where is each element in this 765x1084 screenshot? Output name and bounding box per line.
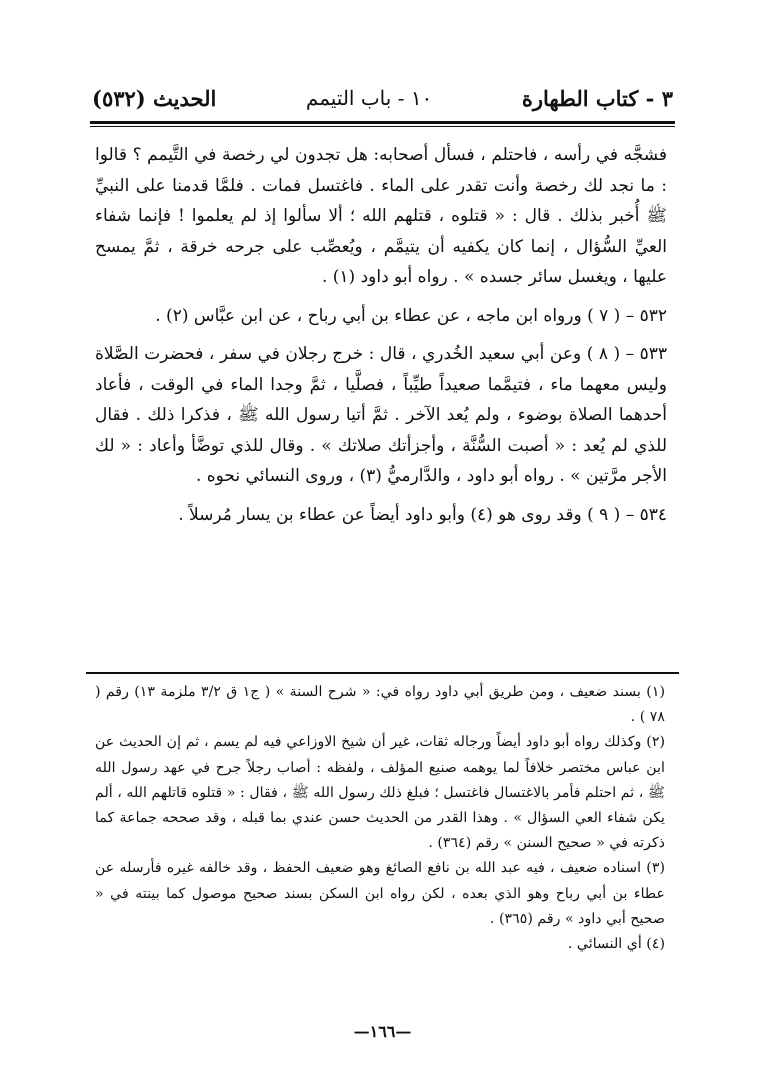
paragraph-1: فشجَّه في رأسه ، فاحتلم ، فسأل أصحابه: هل تجدون لي رخصة في التَّيمم ؟ قالوا : ما نجد لك رخصة وأنت تقدر على الماء . فاغتسل فمات . فلمَّا قدمنا على النبيِّ ﷺ أُخبر بذلك . قال : « قتلوه ، قتلهم الله ؛ ألا سألوا إذ لم يعلموا ! فإنما شفاء العيِّ السُّؤال ، إنما كان يكفيه أن يتيمَّم ، ويُعصِّب على جرحه خرقة ، ثمَّ يمسح عليها ، ويغسل سائر جسده » . رواه أبو داود (١) . (95, 145, 667, 287)
footnote-3: (٣) اسناده ضعيف ، فيه عبد الله بن نافع الصائغ وهو ضعيف الحفظ ، وقد خالفه غيره فأرسله عن عطاء بن أبي رباح وهو الذي بعده ، لكن رواه ابن السكن بسند صحيح موصول كما بينته في « صحيح أبي داود » رقم (٣٦٥) . (95, 860, 665, 927)
running-header (92, 78, 673, 118)
hadith-label: الحديث (٥٣٢) (92, 85, 217, 111)
footnotes (95, 680, 665, 957)
footnote-1: (١) بسند ضعيف ، ومن طريق أبي داود رواه في: « شرح السنة » ( ج١ ق ٣/٢ ملزمة ١٣) رقم ( ٧٨ ) . (95, 684, 665, 726)
footnote-2: (٢) وكذلك رواه أبو داود أيضاً ورجاله ثقات، غير أن شيخ الاوزاعي فيه لم يسم ، ثم إن الحديث عن ابن عباس مختصر خلافاً لما يوهمه صنيع المؤلف ، ولفظه : أصاب رجلاً جرح في عهد رسول الله ﷺ ، ثم احتلم فأمر بالاغتسال فاغتسل ؛ فبلغ ذلك رسول الله ﷺ ، فقال : « قتلوه قاتلهم الله ، ألم يكن شفاء العي السؤال » . وهذا القدر من الحديث حسن عندي بما قبله ، وقد صححه جماعة كما ذكرته في « صحيح السنن » رقم (٣٦٤) . (95, 734, 665, 852)
paragraph-533: ٥٣٣ – ( ٨ ) وعن أبي سعيد الخُدري ، قال : خرج رجلان في سفر ، فحضرت الصَّلاة وليس معهما ماء ، فتيمَّما صعيداً طيِّباً ، فصلَّيا ، ثمَّ وجدا الماء في الوقت ، فأعاد أحدهما الصلاة بوضوء ، ولم يُعد الآخر . ثمَّ أتيا رسول الله ﷺ ، فذكرا ذلك . فقال للذي لم يُعد : « أصبت السُّنَّة ، وأجزأتك صلاتك » . وقال للذي توضَّأ وأعاد : « لك الأجر مرَّتين » . رواه أبو داود ، والدَّارميُّ (٣) ، وروى النسائي نحوه . (95, 344, 667, 486)
footnote-4: (٤) أي النسائي . (567, 936, 665, 953)
main-text (95, 140, 667, 538)
chapter-title: ١٠ - باب التيمم (305, 86, 433, 110)
book-title: ٣ - كتاب الطهارة (521, 85, 673, 111)
header-rule-thin (90, 126, 675, 127)
footnote-separator (86, 672, 679, 674)
page-footer (0, 1022, 765, 1041)
paragraph-532: ٥٣٢ – ( ٧ ) ورواه ابن ماجه ، عن عطاء بن أبي رباح ، عن ابن عبَّاس (٢) . (155, 305, 667, 326)
header-rule (90, 121, 675, 124)
paragraph-534: ٥٣٤ – ( ٩ ) وقد روى هو (٤) وأبو داود أيضاً عن عطاء بن يسار مُرسلاً . (178, 504, 667, 525)
page-number: —١٦٦— (353, 1022, 412, 1041)
